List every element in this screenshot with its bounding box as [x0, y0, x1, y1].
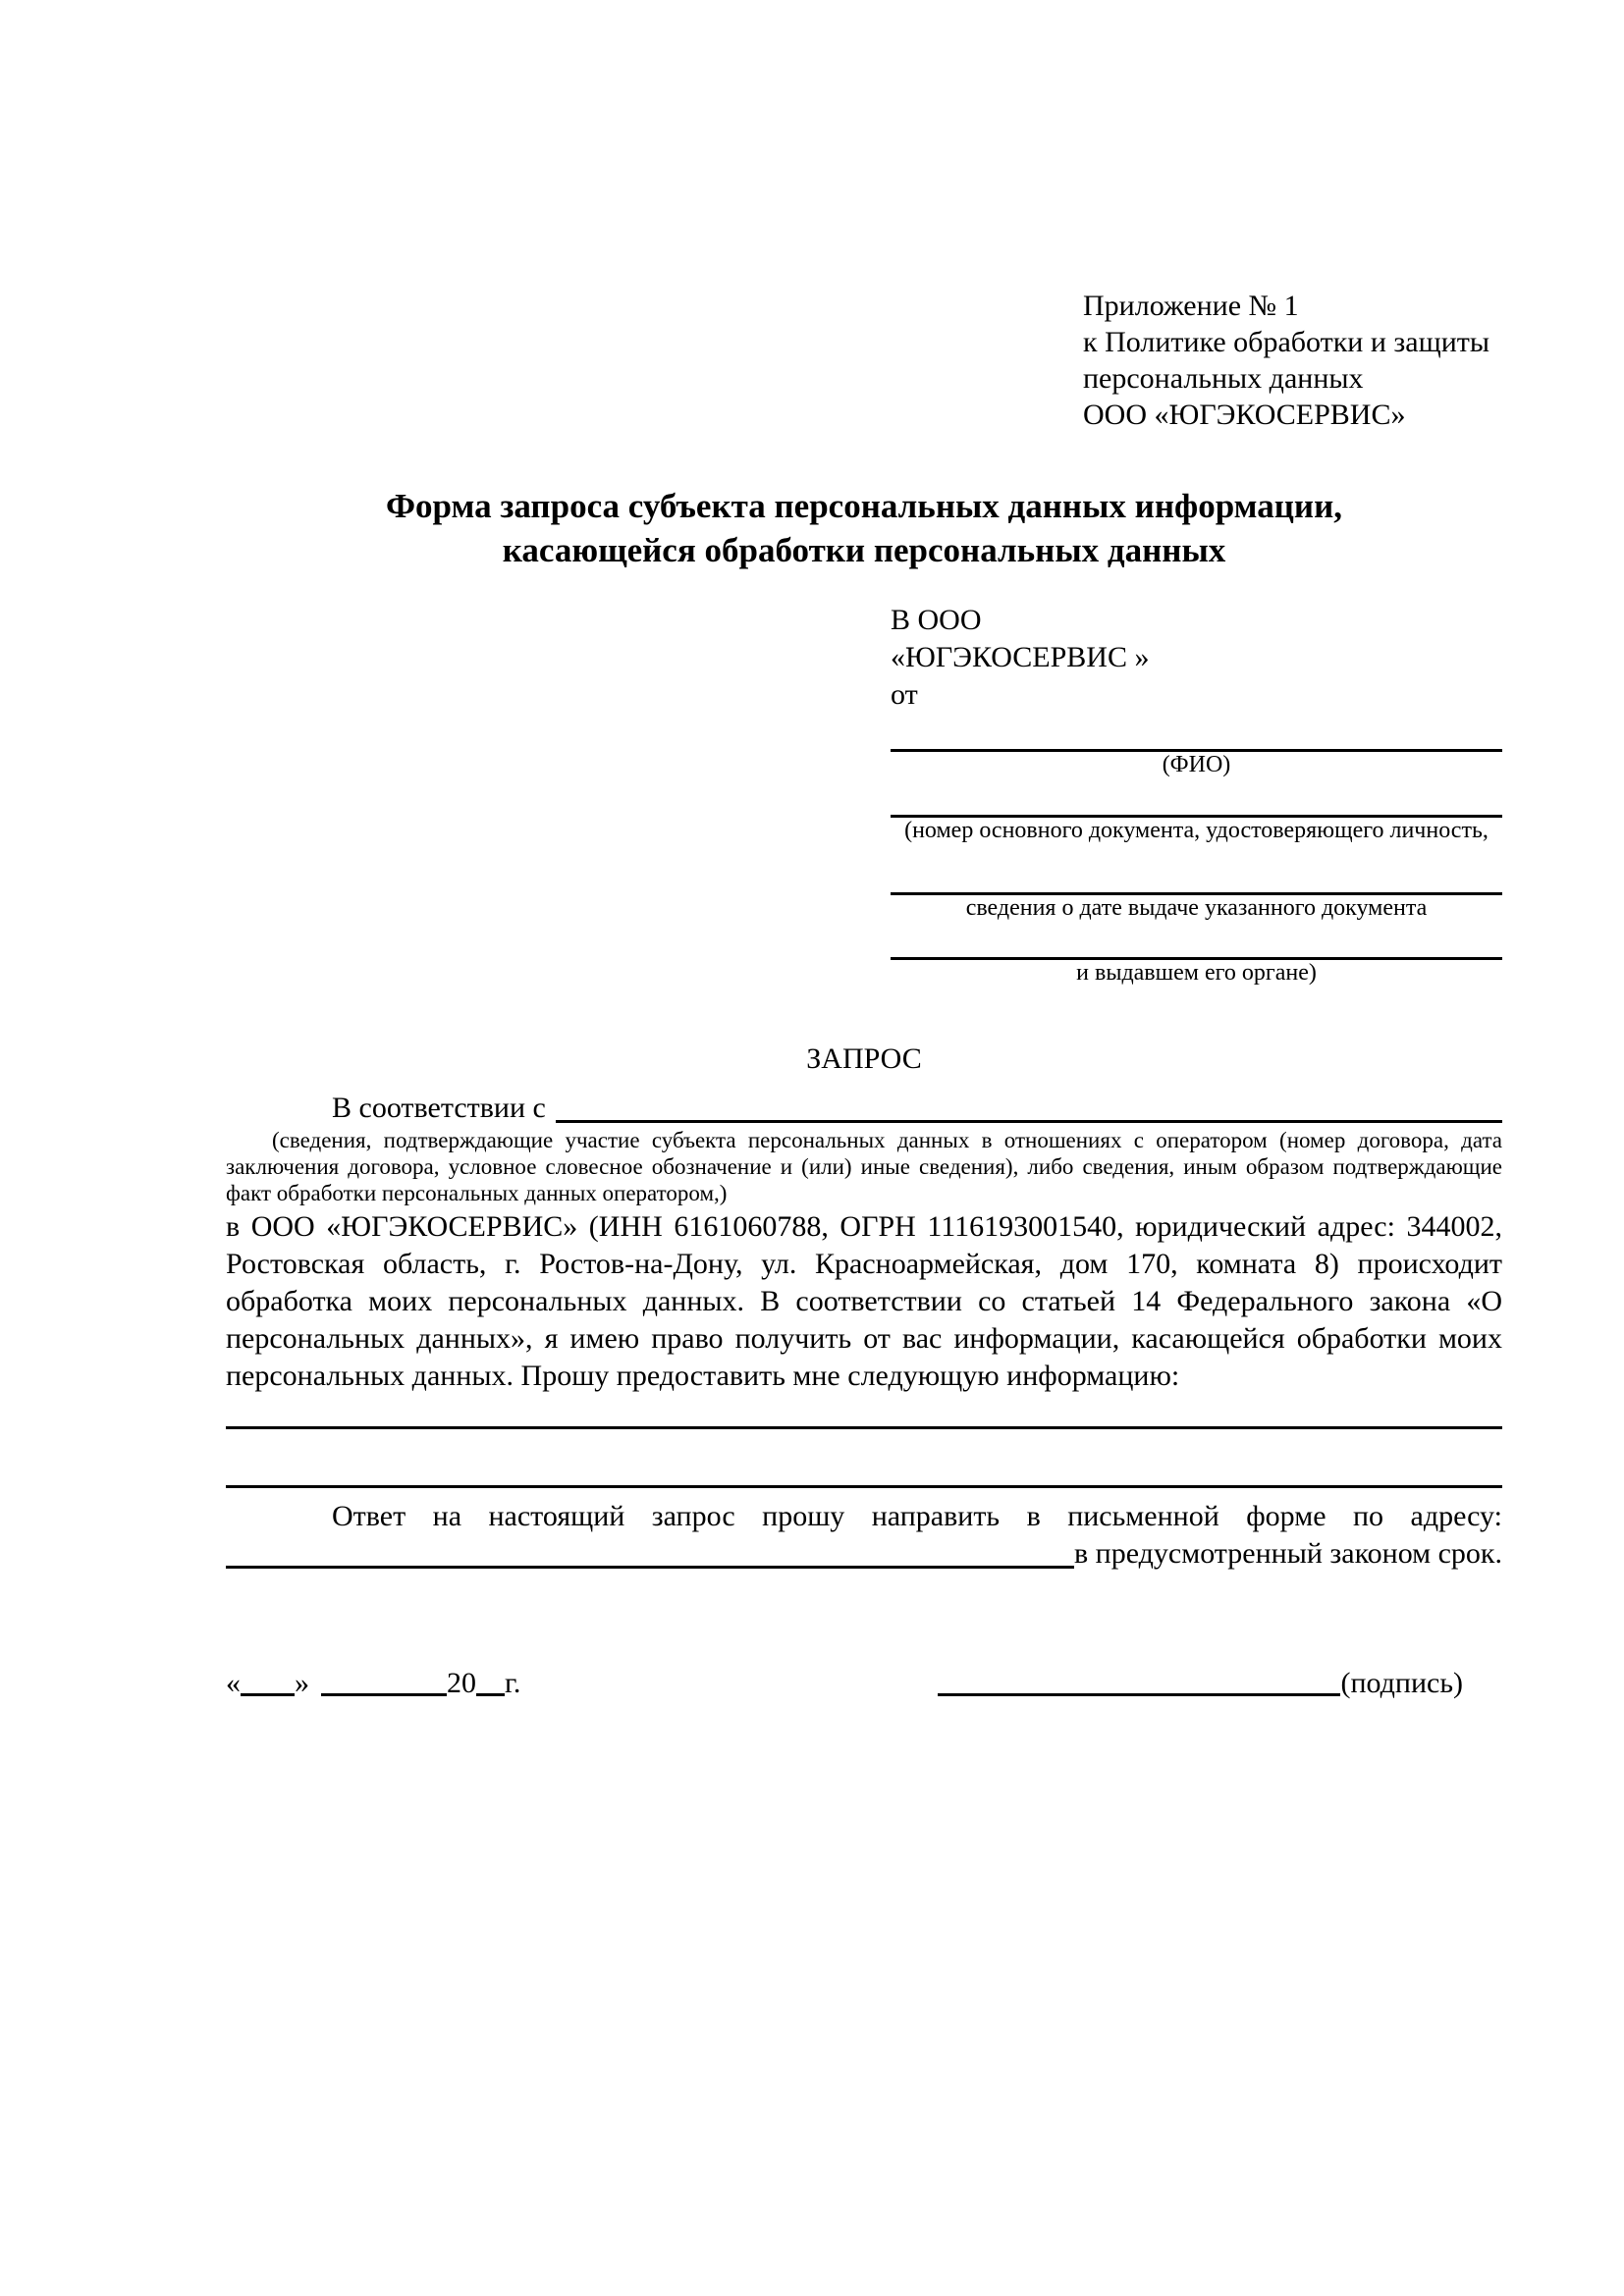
accordance-label: В соответствии с: [332, 1092, 546, 1124]
date-year-suffix: г.: [505, 1667, 521, 1699]
document-number-blank-line: [891, 777, 1502, 818]
issue-date-field: [891, 843, 1502, 921]
date-signature-row: [226, 1665, 1502, 1702]
issuing-authority-field: [891, 921, 1502, 986]
addressee-org-line1: В ООО: [891, 604, 982, 636]
document-number-caption: (номер основного документа, удостоверяющего личность,: [904, 818, 1489, 843]
fio-field: [891, 714, 1502, 777]
appendix-header: [1083, 288, 1502, 433]
accordance-blank-line: [556, 1120, 1502, 1123]
appendix-header-line: Приложение № 1: [1083, 290, 1299, 322]
document-title-line1: Форма запроса субъекта персональных данных информации,: [385, 487, 1343, 525]
reply-address-blank-line: [226, 1566, 1074, 1569]
signature-blank-line: [938, 1693, 1340, 1696]
appendix-header-line: к Политике обработки и защиты: [1083, 326, 1490, 358]
date-day-blank-line: [241, 1693, 295, 1696]
signature-group: [938, 1665, 1463, 1702]
addressee-from-label: от: [891, 678, 918, 711]
appendix-header-line: ООО «ЮГЭКОСЕРВИС»: [1083, 399, 1406, 431]
reply-address-row: [226, 1535, 1502, 1573]
date-year-blank-line: [476, 1693, 505, 1696]
signature-caption: (подпись): [1340, 1667, 1463, 1699]
addressee-block: [891, 602, 1502, 986]
addressee-org-line2: «ЮГЭКОСЕРВИС »: [891, 641, 1150, 673]
accordance-caption: (сведения, подтверждающие участие субъекта персональных данных в отношениях с оператором (номер договора, дата заключения договора, условное словесное обозначение и (или) иные сведения), либо сведения, иным образом подтверждающие факт обработки персональных данных оператором,): [226, 1128, 1502, 1205]
information-blank-line-2: [226, 1485, 1502, 1488]
information-blank-line-1: [226, 1426, 1502, 1429]
accordance-row: [226, 1090, 1502, 1127]
issue-date-caption: сведения о дате выдаче указанного документа: [965, 895, 1428, 921]
request-heading: ЗАПРОС: [806, 1042, 922, 1075]
document-number-field: [891, 777, 1502, 843]
fio-caption: (ФИО): [1162, 752, 1231, 777]
date-quote-open: «: [226, 1667, 241, 1699]
issue-date-blank-line: [891, 843, 1502, 895]
request-body-text: в ООО «ЮГЭКОСЕРВИС» (ИНН 6161060788, ОГРН 1116193001540, юридический адрес: 344002, Ростовская область, г. Ростов-на-Дону, ул. Красноармейская, дом 170, комната 8) происходит обработка моих персональных данных. В соответствии со статьей 14 Федерального закона «О персональных данных», я имею право получить от вас информации, касающейся обработки моих персональных данных. Прошу предоставить мне следующую информацию:: [226, 1210, 1502, 1392]
date-month-blank-line: [321, 1693, 447, 1696]
date-year-prefix: 20: [447, 1667, 476, 1699]
appendix-header-line: персональных данных: [1083, 362, 1364, 395]
reply-address-text: Ответ на настоящий запрос прошу направить в письменной форме по адресу:: [332, 1500, 1502, 1532]
document-title-line2: касающейся обработки персональных данных: [502, 531, 1226, 569]
document-title: [226, 484, 1502, 572]
reply-term-text: в предусмотренный законом срок.: [1074, 1537, 1502, 1570]
date-quote-close: »: [295, 1667, 309, 1699]
fio-blank-line: [891, 714, 1502, 752]
date-group: [226, 1665, 520, 1702]
issuing-authority-caption: и выдавшем его органе): [1076, 960, 1317, 986]
issuing-authority-blank-line: [891, 921, 1502, 960]
